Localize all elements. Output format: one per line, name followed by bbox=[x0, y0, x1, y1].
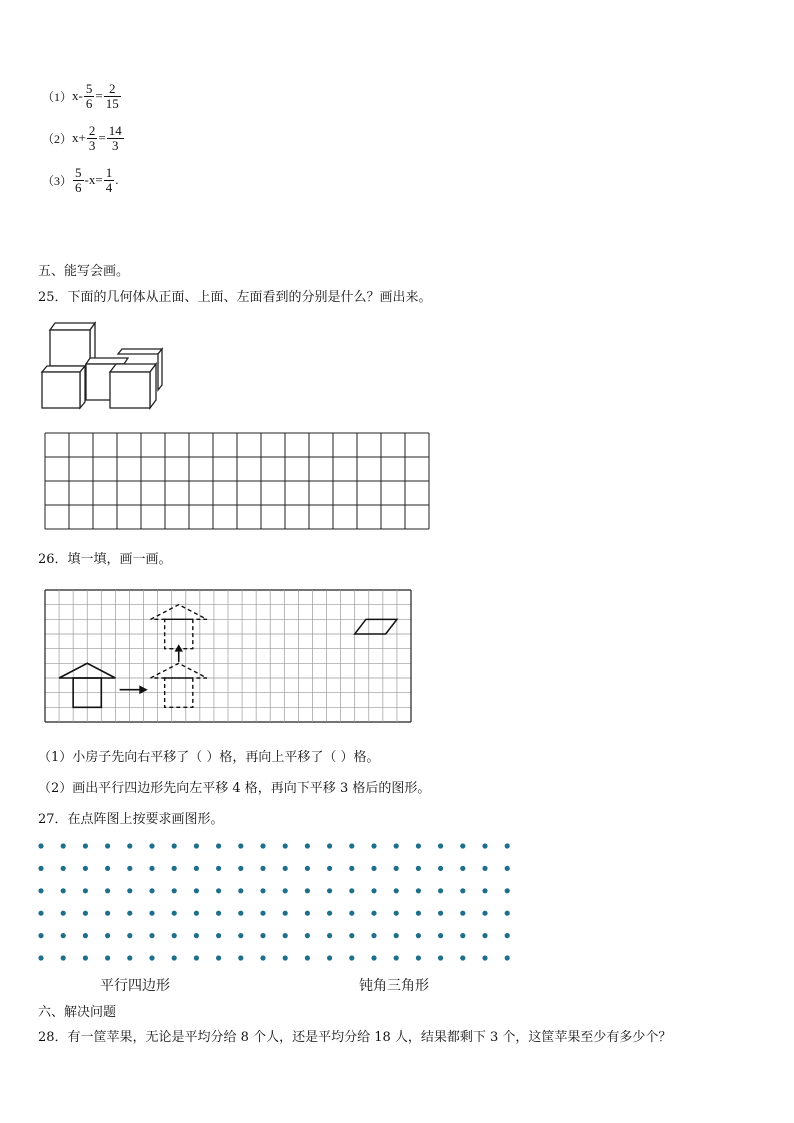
dot bbox=[371, 843, 376, 848]
dot bbox=[394, 955, 399, 960]
equation-2 bbox=[42, 120, 125, 156]
dot bbox=[149, 888, 154, 893]
dot bbox=[194, 911, 199, 916]
dot bbox=[371, 866, 376, 871]
dot bbox=[416, 955, 421, 960]
dot bbox=[305, 888, 310, 893]
dot bbox=[283, 911, 288, 916]
dot bbox=[238, 955, 243, 960]
equation-tail: . bbox=[115, 172, 119, 187]
section-heading-5: 五、能写会画。 bbox=[38, 264, 130, 279]
dot bbox=[505, 843, 510, 848]
dot bbox=[349, 866, 354, 871]
dot bbox=[194, 866, 199, 871]
equation-op: - bbox=[78, 88, 83, 103]
dot bbox=[327, 843, 332, 848]
dot bbox=[260, 888, 265, 893]
dot bbox=[61, 843, 66, 848]
equals-sign: = bbox=[95, 88, 103, 103]
dot bbox=[172, 933, 177, 938]
dot bbox=[349, 888, 354, 893]
dot bbox=[371, 888, 376, 893]
dot bbox=[149, 955, 154, 960]
dot bbox=[394, 933, 399, 938]
equals-sign: = bbox=[98, 130, 106, 145]
dot bbox=[238, 843, 243, 848]
dot bbox=[460, 911, 465, 916]
question-27: 27．在点阵图上按要求画图形。 bbox=[38, 812, 224, 827]
dot bbox=[327, 933, 332, 938]
question-28: 28．有一筐苹果，无论是平均分给 8 个人，还是平均分给 18 人，结果都剩下 3 个，这筐苹果至少有多少个？ bbox=[38, 1030, 672, 1045]
dot bbox=[194, 843, 199, 848]
dot bbox=[61, 866, 66, 871]
dot bbox=[416, 866, 421, 871]
dot bbox=[83, 955, 88, 960]
dot bbox=[460, 933, 465, 938]
dot bbox=[216, 955, 221, 960]
dot bbox=[460, 888, 465, 893]
dot bbox=[438, 911, 443, 916]
dot bbox=[194, 888, 199, 893]
fraction: $\frac{14}{3}$ bbox=[108, 122, 122, 153]
parallelogram bbox=[355, 619, 397, 634]
dot bbox=[38, 933, 43, 938]
section-heading-6: 六、解决问题 bbox=[38, 1005, 117, 1020]
dot bbox=[394, 888, 399, 893]
dot bbox=[238, 911, 243, 916]
dot bbox=[416, 888, 421, 893]
dot bbox=[438, 955, 443, 960]
fraction: $\frac{2}{15}$ bbox=[105, 80, 119, 111]
question-26-part-1: （1）小房子先向右平移了（ ）格，再向上平移了（ ）格。 bbox=[38, 750, 380, 765]
dot bbox=[349, 911, 354, 916]
dot bbox=[283, 933, 288, 938]
dot bbox=[305, 955, 310, 960]
equations-block bbox=[42, 78, 125, 198]
dot bbox=[305, 911, 310, 916]
fraction: $\frac{5}{6}$ bbox=[75, 164, 82, 195]
dot bbox=[460, 955, 465, 960]
dot bbox=[105, 843, 110, 848]
dot bbox=[172, 866, 177, 871]
dot bbox=[505, 888, 510, 893]
dot bbox=[349, 933, 354, 938]
dot bbox=[349, 955, 354, 960]
dot bbox=[482, 933, 487, 938]
dot bbox=[61, 911, 66, 916]
dot bbox=[61, 933, 66, 938]
dot bbox=[482, 843, 487, 848]
dot bbox=[149, 866, 154, 871]
dot bbox=[371, 911, 376, 916]
dot bbox=[327, 911, 332, 916]
dot bbox=[305, 866, 310, 871]
dot bbox=[83, 843, 88, 848]
dot bbox=[216, 843, 221, 848]
dot bbox=[127, 888, 132, 893]
drawing-grid-25[interactable] bbox=[44, 432, 430, 530]
equation-label: （2） bbox=[42, 131, 73, 146]
dot bbox=[127, 843, 132, 848]
dot bbox=[38, 888, 43, 893]
dot bbox=[505, 933, 510, 938]
dot bbox=[260, 911, 265, 916]
dot bbox=[371, 955, 376, 960]
dot bbox=[83, 888, 88, 893]
dot bbox=[327, 955, 332, 960]
dot bbox=[260, 933, 265, 938]
dot bbox=[482, 911, 487, 916]
dot bbox=[172, 911, 177, 916]
dot bbox=[83, 911, 88, 916]
label-parallelogram: 平行四边形 bbox=[100, 978, 170, 994]
dot bbox=[216, 866, 221, 871]
fraction: $\frac{5}{6}$ bbox=[85, 80, 93, 111]
dot bbox=[394, 866, 399, 871]
equation-label: （3） bbox=[42, 173, 73, 188]
dot bbox=[283, 843, 288, 848]
dot bbox=[349, 843, 354, 848]
dot bbox=[283, 888, 288, 893]
dot bbox=[505, 911, 510, 916]
dot-grid[interactable] bbox=[38, 842, 518, 962]
dot bbox=[438, 888, 443, 893]
dot bbox=[305, 933, 310, 938]
equation-label: （1） bbox=[42, 89, 73, 104]
dot bbox=[327, 888, 332, 893]
dot bbox=[283, 866, 288, 871]
equation-var: x bbox=[72, 130, 79, 145]
dot bbox=[394, 911, 399, 916]
dot bbox=[482, 866, 487, 871]
question-26: 26．填一填，画一画。 bbox=[38, 552, 172, 567]
dot bbox=[260, 843, 265, 848]
equation-1 bbox=[42, 78, 125, 114]
dot bbox=[216, 933, 221, 938]
question-25: 25．下面的几何体从正面、上面、左面看到的分别是什么？画出来。 bbox=[38, 290, 432, 305]
dot bbox=[149, 933, 154, 938]
equation-op: + bbox=[78, 130, 86, 145]
dot bbox=[283, 955, 288, 960]
dot bbox=[38, 843, 43, 848]
dot bbox=[327, 866, 332, 871]
dot bbox=[105, 911, 110, 916]
dot bbox=[216, 911, 221, 916]
question-26-part-2: （2）画出平行四边形先向左平移 4 格，再向下平移 3 格后的图形。 bbox=[38, 781, 431, 796]
cube-figure bbox=[38, 318, 168, 413]
dot bbox=[416, 911, 421, 916]
dot bbox=[438, 933, 443, 938]
fraction: $\frac{2}{3}$ bbox=[88, 122, 96, 153]
dot bbox=[482, 955, 487, 960]
dot bbox=[105, 888, 110, 893]
dot bbox=[83, 866, 88, 871]
dot bbox=[238, 933, 243, 938]
dot bbox=[172, 888, 177, 893]
dot bbox=[216, 888, 221, 893]
dot bbox=[416, 843, 421, 848]
equation-3 bbox=[42, 162, 125, 198]
dot bbox=[438, 843, 443, 848]
dot bbox=[38, 955, 43, 960]
dot bbox=[460, 866, 465, 871]
dot bbox=[172, 955, 177, 960]
dot bbox=[394, 843, 399, 848]
dot bbox=[438, 866, 443, 871]
dot bbox=[194, 955, 199, 960]
dot bbox=[238, 866, 243, 871]
dot bbox=[61, 955, 66, 960]
dot bbox=[105, 955, 110, 960]
dot bbox=[260, 955, 265, 960]
dot bbox=[238, 888, 243, 893]
dot bbox=[127, 911, 132, 916]
dot bbox=[149, 843, 154, 848]
dot bbox=[172, 843, 177, 848]
dot bbox=[105, 866, 110, 871]
dot bbox=[127, 933, 132, 938]
dot bbox=[505, 866, 510, 871]
label-obtuse-triangle: 钝角三角形 bbox=[359, 978, 429, 994]
dot bbox=[482, 888, 487, 893]
equals-sign: = bbox=[95, 172, 103, 187]
dot bbox=[260, 866, 265, 871]
dot bbox=[127, 955, 132, 960]
dot bbox=[149, 911, 154, 916]
dot bbox=[105, 933, 110, 938]
dot bbox=[194, 933, 199, 938]
dot bbox=[38, 911, 43, 916]
dot bbox=[460, 843, 465, 848]
dot bbox=[371, 933, 376, 938]
fraction: $\frac{1}{4}$ bbox=[105, 164, 113, 195]
dot bbox=[127, 866, 132, 871]
equation-mid: -x bbox=[84, 172, 96, 187]
house-roof-moved-right bbox=[151, 663, 207, 678]
dot bbox=[305, 843, 310, 848]
dot bbox=[83, 933, 88, 938]
arrow-up-head bbox=[175, 644, 183, 651]
dot bbox=[416, 933, 421, 938]
equation-var: x bbox=[72, 88, 79, 103]
house-roof-moved-up bbox=[151, 605, 207, 620]
translation-grid-26[interactable] bbox=[44, 589, 412, 723]
dot bbox=[61, 888, 66, 893]
dot bbox=[38, 866, 43, 871]
dot bbox=[505, 955, 510, 960]
